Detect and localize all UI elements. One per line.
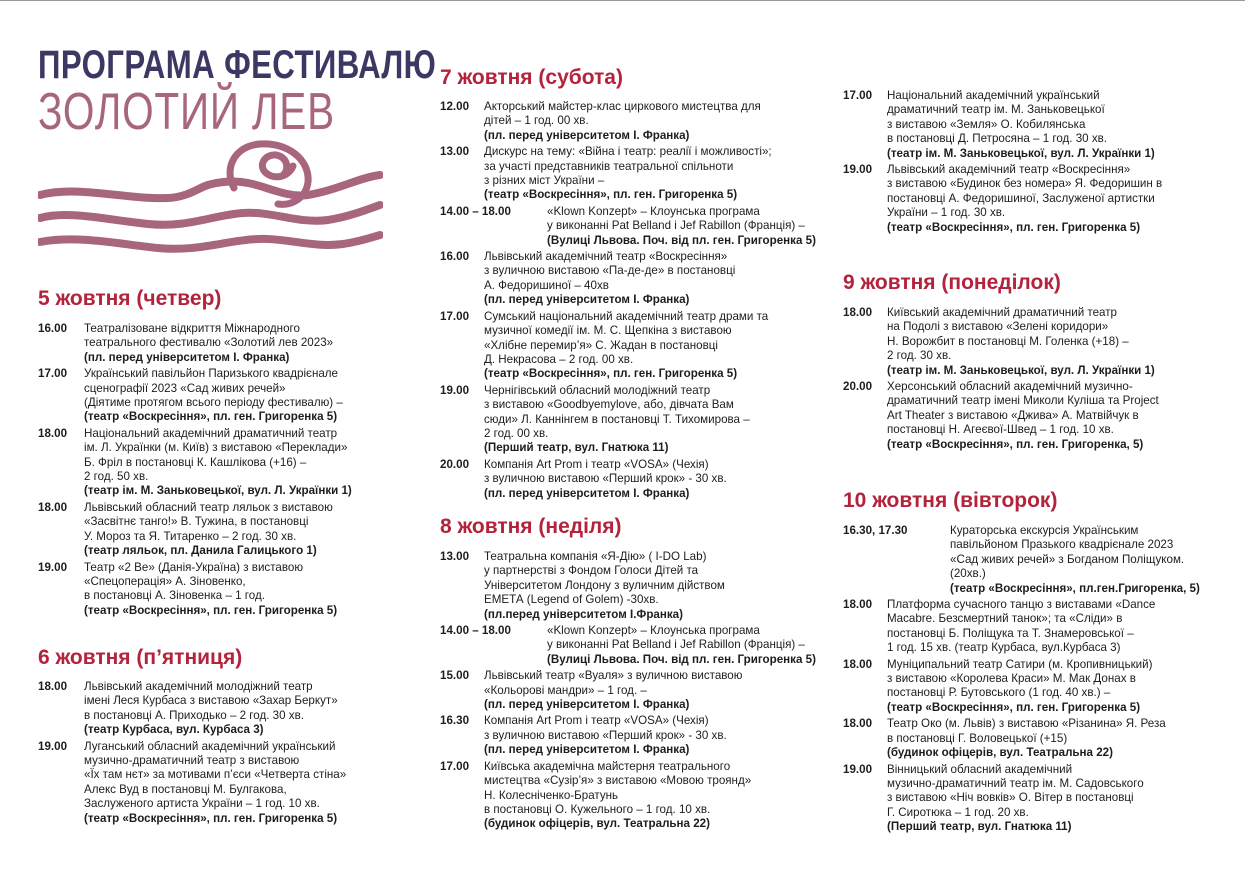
event-description-line: з виставою «Королева Краси» М. Мак Донах в (887, 672, 1136, 686)
event-item (843, 306, 1215, 378)
event-description-line: в постановці А. Зіновенка – 1 год. (84, 589, 265, 603)
event-time: 17.00 (843, 89, 873, 102)
event-time: 20.00 (440, 457, 470, 471)
event-item (843, 524, 1215, 596)
event-description-line: у партнерстві з Фондом Голоси Дітей та (484, 564, 699, 578)
event-description-line: України – 1 год. 30 хв. (887, 206, 1006, 220)
event-description-line: Київський академічний драматичний театр (887, 306, 1117, 319)
event-description-line: з виставою «Ніч вовків» О. Вітер в постановці (887, 791, 1134, 805)
event-description-line: в постановці Д. Петросяна – 1 год. 30 хв. (887, 132, 1108, 146)
event-venue: (театр «Воскресіння», пл. ген. Григоренка 5) (887, 700, 1141, 714)
day-heading: 9 жовтня (понеділок) (843, 271, 1061, 294)
event-venue: (театр «Воскресіння», пл. ген. Григоренка 5) (484, 188, 738, 202)
event-description-line: постановці Н. Агеєвої-Швед – 1 год. 10 хв. (887, 423, 1114, 437)
event-venue: (Перший театр, вул. Гнатюка 11) (887, 820, 1072, 834)
event-description-line: «Klown Konzept» – Клоунська програма (547, 624, 760, 638)
event-body (887, 380, 1215, 452)
event-venue: (пл. перед університетом І. Франка) (484, 486, 690, 500)
event-description-line: Алекс Вуд в постановці М. Булгакова, (84, 782, 287, 796)
event-description-line: Компанія Art Prom і театр «VOSA» (Чехія) (484, 457, 709, 471)
event-venue: (театр «Воскресіння», пл. ген. Григоренка 5) (84, 811, 338, 825)
event-description-line: Національний академічний український (887, 89, 1100, 102)
event-description-line: Н. Ворожбит в постановці М. Голенка (+18) – (887, 334, 1129, 348)
event-body (887, 763, 1215, 835)
event-time: 18.00 (38, 680, 68, 693)
event-time: 16.30, 17.30 (843, 524, 908, 537)
event-description-line: «Хлібне перемир’я» С. Жадан в постановці (484, 338, 718, 352)
event-body (547, 624, 816, 667)
event-description-line: павільйоном Празького квадрієнале 2023 (950, 538, 1174, 552)
event-body (484, 250, 812, 308)
event-time: 19.00 (440, 383, 470, 397)
event-description-line: Театралізоване відкриття Міжнародного (84, 322, 300, 335)
event-description-line: У. Мороз та Я. Титаренко – 2 год. 30 хв. (84, 529, 297, 543)
event-description-line: за участі представників театральної спільноти (484, 159, 734, 173)
event-description-line: з виставою «Будинок без номера» Я. Федоришин в (887, 177, 1163, 191)
event-venue: (театр ім. М. Заньковецької, вул. Л. Українки 1) (887, 363, 1155, 377)
event-venue: (театр «Воскресіння», пл. ген. Григоренка, 5) (887, 437, 1144, 451)
event-description-line: Театр Око (м. Львів) з виставою «Різанина» Я. Реза (887, 717, 1166, 731)
event-venue: (пл. перед університетом І. Франка) (484, 128, 690, 142)
event-description-line: Університетом Лондону з вуличним дійством (484, 578, 725, 592)
event-item (38, 427, 388, 499)
event-description-line: драматичний театр імені Миколи Куліша та Project (887, 394, 1159, 408)
event-description-line: в постановці Г. Воловецької (+15) (887, 731, 1068, 745)
event-item (38, 740, 388, 826)
event-venue: (театр «Воскресіння», пл. ген. Григоренка 5) (484, 367, 738, 381)
event-time: 20.00 (843, 380, 873, 394)
event-description-line: Херсонський обласний академічний музично- (887, 380, 1133, 394)
event-time: 18.00 (38, 426, 68, 440)
day-events (843, 306, 1215, 454)
event-description-line: Дискурс на тему: «Війна і театр: реалії і можливості»; (484, 145, 772, 159)
event-description-line: музично-драматичний театр з виставою (84, 754, 300, 768)
event-item (843, 763, 1215, 835)
event-venue: (театр ім. М. Заньковецької, вул. Л. Українки 1) (84, 484, 352, 498)
event-description-line: Львівський академічний театр «Воскресіння» (484, 250, 728, 264)
event-description-line: Львівський академічний театр «Воскресіння» (887, 163, 1131, 177)
event-description-line: постановці Б. Поліщука та Т. Знамеровської – (887, 626, 1134, 640)
day-events (440, 100, 816, 503)
event-time: 13.00 (440, 145, 470, 159)
event-description-line: ім. Л. Українки (м. Київ) з виставою «Переклади» (84, 441, 348, 455)
event-time: 19.00 (843, 163, 873, 177)
event-body (484, 384, 812, 456)
event-item (843, 89, 1215, 161)
event-body (547, 205, 816, 248)
event-item (843, 163, 1215, 235)
event-venue: (пл. перед університетом І. Франка) (84, 350, 290, 364)
event-description-line: з виставою «Земля» О. Кобилянська (887, 117, 1086, 131)
event-description-line: Кураторська екскурсія Українським (950, 524, 1139, 537)
event-description-line: Компанія Art Prom і театр «VOSA» (Чехія) (484, 714, 709, 728)
event-description-line: дітей – 1 год. 00 хв. (484, 114, 589, 128)
event-body (950, 524, 1215, 596)
day-heading: 10 жовтня (вівторок) (843, 489, 1058, 512)
event-body (84, 367, 388, 425)
event-body (484, 310, 812, 382)
day-events (843, 89, 1215, 237)
event-description-line: «Кольорові мандри» – 1 год. – (484, 683, 647, 697)
event-description-line: Платформа сучасного танцю з виставами «Dance (887, 598, 1156, 612)
event-item (843, 717, 1215, 760)
event-description-line: Art Theater з виставою «Джива» А. Матвійчук в (887, 408, 1139, 422)
event-description-line: постановці Р. Бутовського (1 год. 40 хв.) – (887, 686, 1111, 700)
event-item (843, 598, 1215, 656)
event-body (887, 598, 1215, 656)
event-time: 17.00 (38, 367, 68, 381)
day-events (843, 524, 1215, 837)
event-item (38, 561, 388, 619)
event-body (84, 501, 388, 559)
event-venue: (театр «Воскресіння», пл.ген.Григоренка, 5) (950, 581, 1200, 595)
event-body (484, 100, 812, 143)
event-description-line: А. Федоришиної – 40хв (484, 278, 609, 292)
event-item (843, 658, 1215, 716)
event-time: 16.00 (38, 322, 68, 335)
event-description-line: Н. Колесніченко-Братунь (484, 788, 619, 802)
event-item (440, 624, 816, 667)
event-venue: (будинок офіцерів, вул. Театральна 22) (887, 746, 1113, 760)
event-description-line: театрального фестивалю «Золотий лев 2023» (84, 336, 334, 350)
event-description-line: з вуличною виставою «Па-де-де» в постановці (484, 264, 736, 278)
event-body (484, 714, 812, 757)
day-heading: 5 жовтня (четвер) (38, 287, 222, 310)
event-time: 19.00 (38, 560, 68, 574)
event-venue: (театр «Воскресіння», пл. ген. Григоренка 5) (887, 220, 1141, 234)
event-item (843, 380, 1215, 452)
event-body (84, 680, 388, 738)
day-heading: 6 жовтня (п’ятниця) (38, 646, 243, 669)
event-item (38, 322, 388, 365)
event-description-line: сценографії 2023 «Сад живих речей» (84, 381, 286, 395)
event-body (84, 322, 388, 365)
event-item (38, 680, 388, 738)
event-body (484, 458, 812, 501)
event-time: 16.30 (440, 714, 470, 728)
event-description-line: 2 год. 50 хв. (84, 470, 149, 484)
event-body (887, 306, 1215, 378)
event-description-line: Театр «2 Ве» (Данія-Україна) з виставою (84, 560, 304, 574)
golden-lion-spiral-logo (38, 140, 383, 265)
event-description-line: в постановці А. Приходько – 2 год. 30 хв. (84, 708, 304, 722)
event-item (440, 714, 812, 757)
event-time: 18.00 (843, 717, 873, 731)
event-body (887, 89, 1215, 161)
event-body (84, 740, 388, 826)
event-venue: (театр Курбаса, вул. Курбаса 3) (84, 723, 264, 737)
event-time: 13.00 (440, 550, 470, 563)
event-time: 15.00 (440, 669, 470, 683)
event-description-line: з вуличною виставою «Перший крок» - 30 хв. (484, 472, 727, 486)
event-item (440, 669, 812, 712)
event-time: 17.00 (440, 759, 470, 773)
event-description-line: у виконанні Pat Belland і Jef Rabillon (Франція) – (547, 219, 805, 233)
event-description-line: Б. Фріл в постановці К. Кашлікова (+16) – (84, 455, 307, 469)
event-body (484, 145, 812, 203)
event-body (887, 658, 1215, 716)
event-venue: (пл. перед університетом І. Франка) (484, 743, 690, 757)
event-description-line: в постановці О. Кужельного – 1 год. 10 хв. (484, 802, 711, 816)
event-description-line: Сумський національний академічний театр драми та (484, 309, 769, 323)
event-description-line: Львівський театр «Вуаля» з вуличною виставою (484, 669, 743, 683)
event-venue: (Перший театр, вул. Гнатюка 11) (484, 441, 669, 455)
event-description-line: сюди» Л. Каннінгем в постановці Т. Тихомирова – (484, 412, 750, 426)
event-description-line: Національний академічний драматичний театр (84, 426, 338, 440)
event-item (440, 204, 816, 248)
event-time: 14.00 – 18.00 (440, 204, 511, 218)
event-description-line: Муніципальний театр Сатири (м. Кропивницький) (887, 657, 1153, 671)
event-venue: (театр «Воскресіння», пл. ген. Григоренка 5) (84, 410, 338, 424)
event-description-line: на Подолі з виставою «Зелені коридори» (887, 320, 1109, 334)
event-item (440, 250, 812, 308)
event-time: 12.00 (440, 100, 470, 113)
event-description-line: з виставою «Goodbyemylove, або, дівчата Вам (484, 398, 734, 412)
event-body (84, 561, 388, 619)
event-description-line: 1 год. 15 хв. (театр Курбаса, вул.Курбаса 3) (887, 641, 1121, 655)
event-description-line: Д. Некрасова – 2 год. 00 хв. (484, 352, 634, 366)
event-item (440, 145, 812, 203)
top-border (0, 0, 1245, 1)
event-description-line: Г. Сиротюка – 1 год. 20 хв. (887, 805, 1029, 819)
day-events (440, 550, 816, 834)
event-time: 18.00 (843, 306, 873, 319)
event-item (38, 501, 388, 559)
event-description-line: Львівський академічний молодіжний театр (84, 680, 313, 693)
event-description-line: «Klown Konzept» – Клоунська програма (547, 204, 760, 218)
event-item (440, 100, 812, 143)
event-time: 14.00 – 18.00 (440, 624, 511, 638)
event-time: 18.00 (38, 500, 68, 514)
event-description-line: Львівський обласний театр ляльок з виставою (84, 500, 333, 514)
event-description-line: Український павільйон Паризького квадрієнале (84, 367, 339, 381)
day-heading: 8 жовтня (неділя) (440, 515, 622, 538)
event-venue: (Вулиці Львова. Поч. від пл. ген. Григоренка 5) (547, 652, 816, 666)
event-time: 17.00 (440, 309, 470, 323)
event-venue: (театр ляльок, пл. Данила Галицького 1) (84, 544, 317, 558)
event-item (440, 458, 812, 501)
event-description-line: «Засвітнє танго!» В. Тужина, в постановці (84, 515, 309, 529)
event-description-line: Акторський майстер-клас циркового мистецтва для (484, 100, 761, 113)
event-description-line: Київська академічна майстерня театрального (484, 759, 731, 773)
day-events (38, 322, 388, 620)
event-description-line: 2 год. 00 хв. (484, 426, 549, 440)
event-description-line: Театральна компанія «Я-Дію» ( I-DO Lab) (484, 550, 707, 563)
festival-header (38, 43, 437, 141)
event-item (440, 310, 812, 382)
title-line-1: ПРОГРАМА ФЕСТИВАЛЮ (38, 43, 437, 87)
event-time: 19.00 (38, 739, 68, 753)
event-description-line: мистецтва «Сузір’я» з виставою «Мовою троянд» (484, 774, 752, 788)
event-body (484, 760, 812, 832)
event-description-line: з різних міст України – (484, 174, 605, 188)
event-description-line: драматичний театр ім. М. Заньковецької (887, 103, 1105, 117)
event-body (887, 717, 1215, 760)
event-venue: (пл. перед університетом І. Франка) (484, 698, 690, 712)
event-description-line: Вінницький обласний академічний (887, 762, 1073, 776)
event-description-line: Заслуженого артиста України – 1 год. 10 хв. (84, 797, 320, 811)
event-time: 18.00 (843, 598, 873, 612)
event-description-line: у виконанні Pat Belland і Jef Rabillon (Франція) – (547, 638, 805, 652)
event-description-line: Луганський обласний академічний український (84, 739, 336, 753)
event-description-line: «Їх там нєт» за мотивами п’єси «Четверта стіна» (84, 768, 347, 782)
event-description-line: ЕМЕТА (Legend of Golem) -30хв. (484, 593, 659, 607)
event-venue: (Вулиці Львова. Поч. від пл. ген. Григоренка 5) (547, 233, 816, 247)
event-venue: (пл.перед університетом І.Франка) (484, 607, 683, 621)
event-time: 16.00 (440, 250, 470, 264)
event-body (84, 427, 388, 499)
event-venue: (театр «Воскресіння», пл. ген. Григоренка 5) (84, 603, 338, 617)
event-item (440, 384, 812, 456)
event-time: 19.00 (843, 762, 873, 776)
event-item (440, 760, 812, 832)
day-events (38, 680, 388, 828)
title-line-2: ЗОЛОТИЙ ЛЕВ (38, 83, 335, 141)
event-description-line: (Діятиме протягом всього періоду фестивалю) – (84, 396, 343, 410)
event-body (887, 163, 1215, 235)
event-item (440, 550, 812, 622)
event-description-line: Чернігівський обласний молодіжний театр (484, 383, 711, 397)
event-description-line: музичної комедії ім. М. С. Щепкіна з виставою (484, 324, 732, 338)
event-body (484, 669, 812, 712)
event-description-line: Macabre. Безсмертний танок»; та «Сліди» в (887, 612, 1123, 626)
event-time: 18.00 (843, 657, 873, 671)
event-description-line: з вуличною виставою «Перший крок» - 30 хв. (484, 728, 727, 742)
event-venue: (пл. перед університетом І. Франка) (484, 293, 690, 307)
event-description-line: імені Леся Курбаса з виставою «Захар Беркут» (84, 694, 338, 708)
event-description-line: «Спецоперація» А. Зіновенко, (84, 574, 246, 588)
event-venue: (театр ім. М. Заньковецької, вул. Л. Українки 1) (887, 146, 1155, 160)
event-body (484, 550, 812, 622)
event-description-line: 2 год. 30 хв. (887, 349, 952, 363)
event-description-line: постановці А. Федоришиної, Заслуженої артистки (887, 191, 1155, 205)
event-description-line: «Сад живих речей» з Богданом Поліщуком. (20хв.) (950, 552, 1188, 581)
day-heading: 7 жовтня (субота) (440, 66, 623, 89)
event-description-line: музично-драматичний театр ім. М. Садовського (887, 776, 1144, 790)
event-venue: (будинок офіцерів, вул. Театральна 22) (484, 817, 710, 831)
event-item (38, 367, 388, 425)
